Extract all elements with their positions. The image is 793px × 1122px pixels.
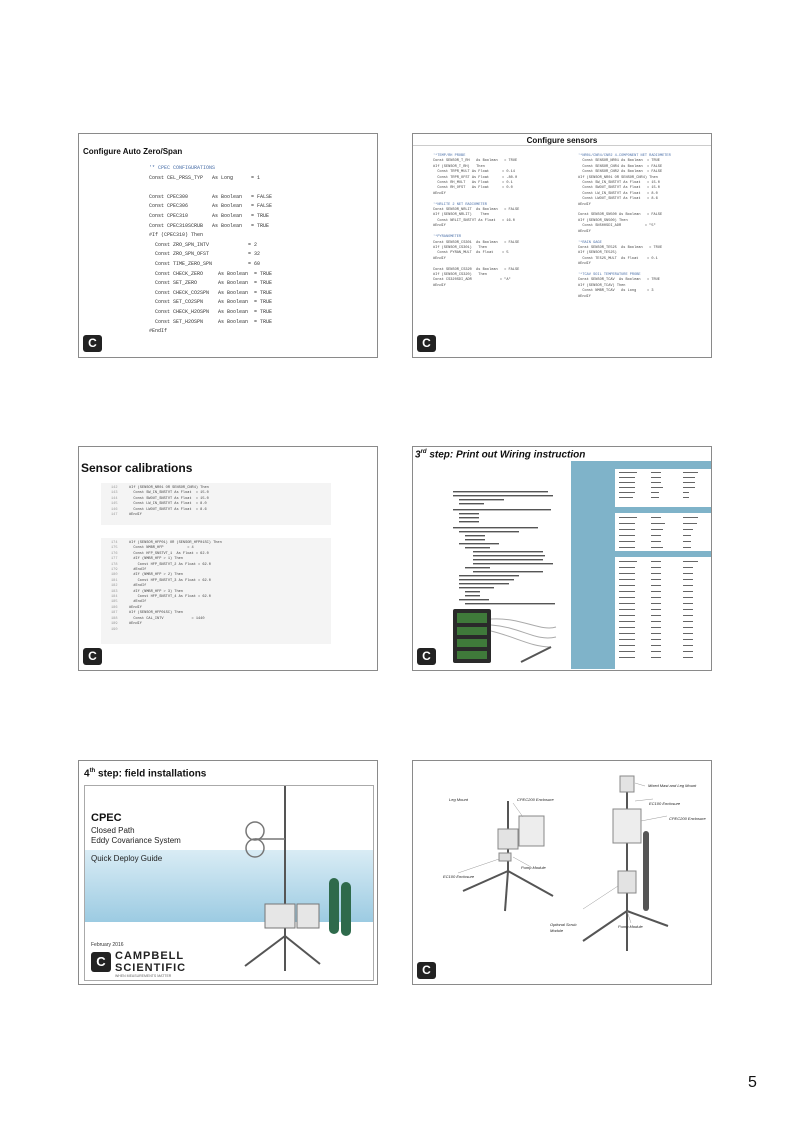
- code-line: 142: [111, 486, 118, 490]
- code-line: Const NMBR_TCAV As Long = 3: [578, 289, 654, 294]
- code-line: '* CPEC CONFIGURATIONS: [149, 165, 216, 171]
- code-line: Const ZRO_SPN_INTV = 2: [149, 241, 258, 248]
- code-block-right: [578, 154, 671, 300]
- code-line: Const SWOUT_SNSTVT As Float = 15.0: [129, 496, 209, 501]
- code-line: Const SWOUT_SNSTVT As Float = 15.0: [578, 186, 660, 191]
- slide-title: [415, 449, 585, 460]
- wiring-notes: [453, 487, 563, 607]
- code-line: #If (SENSOR_NR01 OR SENSOR_CNR4) Then: [578, 175, 658, 180]
- title-divider: [413, 145, 711, 146]
- code-line: Const SENSOR_CS301 As Boolean = FALSE: [433, 240, 520, 245]
- slide-title: Sensor calibrations: [81, 461, 193, 475]
- step-number: 3: [415, 449, 421, 461]
- wiring-table-graphic: [571, 461, 711, 669]
- code-line: 147: [111, 513, 118, 518]
- code-line: 175: [111, 546, 118, 551]
- slide-title: [84, 768, 206, 779]
- slide-title: Configure sensors: [526, 136, 598, 145]
- code-line: Const CS320SDI_ADR = "A": [433, 278, 511, 283]
- code-line: '*NRLITE 2 NET RADIOMETER: [433, 202, 487, 207]
- code-line: '*PYRANOMETER: [433, 235, 462, 240]
- page-number: 5: [748, 1074, 757, 1091]
- code-line: #EndIf: [129, 622, 142, 627]
- code-line: #If (SENSOR_CS320) Then: [433, 272, 487, 277]
- code-line: Const SENSOR_CNR4 As Boolean = FALSE: [578, 164, 663, 169]
- code-line: Const SENSOR_SN500 As Boolean = FALSE: [578, 213, 663, 218]
- code-line: Const SENSOR_TE525 As Boolean = TRUE: [578, 245, 663, 250]
- code-line: Const ZRO_SPN_OFST = 32: [149, 251, 261, 258]
- code-line: '*TEMP/RH PROBE: [433, 154, 466, 158]
- brand-name-1: CAMPBELL: [115, 950, 185, 962]
- code-line: 181: [111, 578, 118, 583]
- code-line: #If (NMBR_HFP > 1) Then: [129, 557, 183, 562]
- code-line: Const TRPR_OFST As Float = -80.0: [433, 175, 518, 180]
- code-line: Const CEL_PRSS_TYP As Long = 1: [149, 174, 261, 181]
- code-line: 144: [111, 496, 118, 501]
- line-numbers: [111, 486, 117, 518]
- code-line: Const SET_H2OSPN As Boolean = TRUE: [149, 318, 273, 325]
- code-line: Const HFP_SNSTVT_4 As Float = 62.0: [129, 595, 211, 600]
- code-line: Const SENSOR_CNR2 As Boolean = FALSE: [578, 170, 663, 175]
- code-line: 174: [111, 541, 118, 545]
- code-panel-2: [101, 538, 331, 644]
- code-line: Const LWOUT_SNSTVT As Float = 8.6: [129, 507, 207, 512]
- label-cpec200-enclosure-left: CPEC200 Enclosure: [517, 797, 554, 802]
- code-line: Const SET_ZERO As Boolean = TRUE: [149, 280, 273, 287]
- code-line: '*NR01/CNR4/CNR2 4-COMPONENT NET RADIOMETER: [578, 154, 671, 158]
- code-line: Const SENSOR_T_RH As Boolean = TRUE: [433, 159, 518, 164]
- code-line: Const SN500SDI_ADR = "5": [578, 224, 656, 229]
- code-line: Const CHECK_ZERO As Boolean = TRUE: [149, 270, 273, 277]
- code-line: #EndIf: [129, 600, 147, 605]
- code-line: '*TCAV SOIL TEMPERATURE PROBE: [578, 272, 641, 277]
- code-line: 177: [111, 557, 118, 562]
- step-suffix: th: [89, 768, 96, 774]
- slide-configure-sensors: [412, 133, 712, 358]
- slide-sensor-calibrations: [78, 446, 378, 671]
- code-line: #If (SENSOR_SN500) Then: [578, 218, 628, 223]
- code-line: 185: [111, 600, 118, 605]
- brand-tagline: WHEN MEASUREMENTS MATTER: [115, 974, 172, 978]
- code-line: Const TRPR_MULT As Float = 0.14: [433, 170, 515, 175]
- label-pump-module-right: Pump Module: [618, 924, 643, 929]
- code-line: #If (SENSOR_CS301) Then: [433, 245, 487, 250]
- code-line: Const CPEC300 As Boolean = FALSE: [149, 193, 273, 200]
- code-line: 180: [111, 573, 118, 578]
- code-line: 179: [111, 568, 118, 573]
- code-line: Const CPEC310SCRUB As Boolean = TRUE: [149, 222, 270, 229]
- code-line: Const PYRAN_MULT As Float = 5: [433, 251, 509, 256]
- code-line: #If (SENSOR_NRLIT) Then: [433, 213, 490, 218]
- installation-options-illustration: [413, 761, 712, 985]
- code-line: Const HFP_SNSTVT_2 As Float = 62.0: [129, 562, 211, 567]
- code-line: 183: [111, 589, 118, 594]
- code-line: Const SENSOR_NR01 As Boolean = TRUE: [578, 159, 660, 164]
- step-suffix: rd: [420, 449, 427, 455]
- cover-title: CPEC: [91, 812, 122, 824]
- code-line: #If (NMBR_HFP > 2) Then: [129, 573, 183, 578]
- code-line: #EndIf: [578, 202, 591, 207]
- code-line: Const SET_CO2SPN As Boolean = TRUE: [149, 299, 273, 306]
- code-line: Const SW_IN_SNSTVT As Float = 15.0: [578, 181, 660, 186]
- code-line: Const SENSOR_NRLIT As Boolean = FALSE: [433, 208, 520, 213]
- label-ec100-enclosure-right: EC100 Enclosure: [649, 801, 681, 806]
- code-line: 187: [111, 611, 118, 616]
- code-line: #If (SENSOR_TE525): [578, 251, 617, 256]
- code-line: [129, 628, 222, 633]
- code-block: [129, 486, 209, 518]
- code-line: Const TE525_MULT As Float = 0.1: [578, 256, 658, 261]
- wiring-notes-text-lines: [453, 487, 563, 607]
- code-line: Const NMBR_HFP = 4: [129, 546, 194, 551]
- code-block-left: [433, 154, 519, 289]
- code-panel-1: [101, 483, 331, 525]
- code-line: Const LW_IN_SNSTVT As Float = 8.0: [578, 191, 658, 196]
- code-line: #EndIf: [433, 283, 446, 288]
- line-numbers: [111, 541, 117, 633]
- code-line: Const CHECK_CO2SPN As Boolean = TRUE: [149, 289, 273, 296]
- campbell-logo-icon: C: [417, 648, 436, 665]
- code-line: 184: [111, 595, 118, 600]
- code-line: 182: [111, 584, 118, 589]
- code-line: #EndIf: [578, 262, 591, 267]
- code-line: #If (SENSOR_HFP01SC) Then: [129, 611, 183, 616]
- code-line: #EndIf: [129, 584, 147, 589]
- code-line: 143: [111, 491, 118, 496]
- label-optional-scrub-module: Optional Scrub Module: [550, 922, 577, 933]
- code-line: #EndIf: [129, 605, 142, 610]
- code-line: #EndIf: [149, 328, 168, 335]
- slide-wiring-instruction: [412, 446, 712, 671]
- code-line: #EndIf: [433, 191, 446, 196]
- slide-installation-options: [412, 760, 712, 985]
- slide-title: Configure Auto Zero/Span: [83, 147, 183, 156]
- code-line: Const SW_IN_SNSTVT As Float = 15.0: [129, 491, 209, 496]
- code-line: Const RH_OFST As Float = 0.0: [433, 186, 513, 191]
- code-line: [149, 183, 272, 193]
- code-line: Const CPEC310 As Boolean = TRUE: [149, 212, 270, 219]
- code-line: #EndIf: [433, 224, 446, 229]
- code-line: #If (CPEC310) Then: [149, 232, 204, 239]
- code-line: Const LWOUT_SNSTVT As Float = 8.6: [578, 197, 658, 202]
- code-line: Const CHECK_H2OSPN As Boolean = TRUE: [149, 308, 273, 315]
- step-text: step: field installations: [95, 768, 207, 780]
- cover-date: February 2016: [91, 942, 124, 948]
- slide-configure-auto-zero: [78, 133, 378, 358]
- campbell-logo-icon: C: [83, 648, 102, 665]
- code-line: Const RH_MULT As Float = 0.1: [433, 181, 513, 186]
- code-line: Const CAL_INTV = 1440: [129, 616, 205, 621]
- code-block: [129, 541, 222, 633]
- code-line: #EndIf: [129, 568, 147, 573]
- cover-line-1: Closed Path: [91, 826, 135, 835]
- code-line: Const SENSOR_TCAV As Boolean = TRUE: [578, 278, 660, 283]
- step-number: 4: [84, 768, 90, 780]
- code-line: 186: [111, 605, 118, 610]
- brand-name-2: SCIENTIFIC: [115, 962, 187, 974]
- code-line: #If (NMBR_HFP > 3) Then: [129, 589, 183, 594]
- code-line: #EndIf: [578, 294, 591, 299]
- label-leg-mount: Leg Mount: [449, 797, 468, 802]
- datalogger-illustration: [451, 607, 561, 667]
- guide-cover: [84, 785, 374, 981]
- label-pump-module-left: Pump Module: [521, 865, 546, 870]
- campbell-logo-icon: C: [91, 952, 111, 972]
- code-line: Const SENSOR_CS320 As Boolean = FALSE: [433, 267, 520, 272]
- code-line: 178: [111, 562, 118, 567]
- code-line: '*RAIN GAGE: [578, 240, 602, 245]
- step-text: step: Print out Wiring instruction: [426, 449, 586, 461]
- code-line: #If (SENSOR_TCAV) Then: [578, 283, 626, 288]
- code-line: 146: [111, 507, 118, 512]
- code-line: Const NRLIT_SNSTVT As Float = 16.0: [433, 218, 515, 223]
- campbell-logo-icon: C: [417, 962, 436, 979]
- code-line: #If (SENSOR_HFP01) OR (SENSOR_HFP01SC) Then: [129, 541, 222, 545]
- code-line: #EndIf: [129, 513, 142, 518]
- cover-subtitle: Quick Deploy Guide: [91, 854, 163, 863]
- code-line: #EndIf: [578, 229, 591, 234]
- code-line: Const HFP_SNSTVT_1 As Float = 62.0: [129, 551, 209, 556]
- code-line: 189: [111, 622, 118, 627]
- label-cpec200-enclosure-right: CPEC200 Enclosure: [669, 816, 706, 821]
- cpec-station-illustration: [225, 786, 373, 980]
- code-block: [149, 164, 272, 337]
- label-ec100-enclosure-left: EC100 Enclosure: [443, 874, 475, 879]
- code-line: 188: [111, 616, 118, 621]
- code-line: 145: [111, 502, 118, 507]
- code-line: 190: [111, 627, 118, 632]
- code-line: Const TIME_ZERO_SPN = 60: [149, 260, 261, 267]
- code-line: 176: [111, 551, 118, 556]
- code-line: Const HFP_SNSTVT_3 As Float = 62.0: [129, 578, 211, 583]
- label-mixed-mast: Mixed Mast and Leg Mount: [648, 783, 697, 788]
- code-line: #EndIf: [433, 256, 446, 261]
- campbell-logo-icon: C: [83, 335, 102, 352]
- code-line: Const CPEC306 As Boolean = FALSE: [149, 203, 273, 210]
- code-line: #If (SENSOR_NR01 OR SENSOR_CNR4) Then: [129, 486, 209, 490]
- wiring-table: [571, 461, 711, 669]
- cover-line-2: Eddy Covariance System: [91, 836, 181, 845]
- code-line: Const LW_IN_SNSTVT As Float = 8.0: [129, 502, 207, 507]
- code-line: #If (SENSOR_T_RH) Then: [433, 164, 485, 169]
- campbell-logo-icon: C: [417, 335, 436, 352]
- slide-field-installations: [78, 760, 378, 985]
